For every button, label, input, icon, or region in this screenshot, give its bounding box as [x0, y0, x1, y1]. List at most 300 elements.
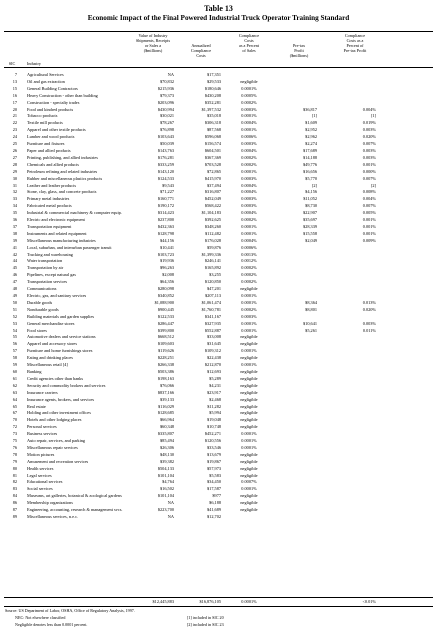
industry-cell: Apparel and other textile products [27, 127, 86, 133]
table-row [0, 466, 437, 473]
annualized-cost-cell: $120,556 [204, 438, 221, 444]
sic-cell: 62 [12, 382, 17, 388]
table-row [0, 362, 437, 369]
compliance-pct-cell: 0.0006% [241, 134, 257, 140]
costs-profit-pct-cell: 0.003% [362, 320, 376, 326]
top-rule [4, 31, 433, 32]
sic-cell: 73 [12, 431, 17, 437]
value-cell: $116,029 [158, 403, 174, 409]
compliance-pct-cell: negligible [240, 472, 258, 478]
sic-cell: 87 [12, 507, 17, 513]
sic-cell: 59 [12, 362, 17, 368]
industry-cell: Furniture and home furnishings stores [27, 348, 93, 354]
value-cell: NA [167, 500, 174, 506]
annualized-cost-cell: $3,255 [209, 272, 221, 278]
table-row [0, 445, 437, 452]
table-row [0, 479, 437, 486]
table-row [0, 203, 437, 210]
compliance-pct-cell: 0.0001% [241, 113, 257, 119]
table-row [0, 404, 437, 411]
sic-cell: 25 [12, 141, 17, 147]
header-compliance-line: of Sales [242, 48, 256, 53]
sic-cell: 38 [12, 230, 17, 236]
sic-cell: 37 [12, 223, 17, 229]
compliance-pct-cell: 0.0004% [241, 237, 257, 243]
table-row [0, 493, 437, 500]
annualized-cost-cell: $57,973 [207, 465, 221, 471]
compliance-pct-cell: 0.0004% [241, 189, 257, 195]
footnote-nec: NEC: Not elsewhere classified [15, 615, 66, 620]
table-body [0, 72, 437, 521]
pretax-profit-cell: $1,609 [305, 120, 317, 126]
sic-cell: 84 [12, 493, 17, 499]
value-cell: $4,764 [162, 479, 174, 485]
value-cell: $71,227 [160, 189, 174, 195]
compliance-pct-cell: 0.0002% [241, 279, 257, 285]
costs-profit-pct-cell: 0.003% [362, 147, 376, 153]
sic-cell: 29 [12, 168, 17, 174]
compliance-pct-cell: 0.0002% [241, 306, 257, 312]
industry-cell: Electric, gas, and sanitary services [27, 293, 87, 298]
costs-profit-pct-cell: 0.007% [362, 175, 376, 181]
industry-cell: Engineering, accounting, research & management svcs. [27, 507, 123, 513]
header-pretax-line: Profit [294, 48, 304, 53]
pretax-profit-cell: [1] [311, 113, 317, 119]
pretax-profit-cell: $28,339 [303, 223, 317, 229]
totals-row [0, 598, 437, 606]
costs-profit-pct-cell: 0.019% [362, 120, 376, 126]
sic-cell: 86 [12, 500, 17, 506]
table-row [0, 107, 437, 114]
pretax-profit-cell: $2,274 [305, 141, 317, 147]
costs-profit-pct-cell: 0.003% [362, 127, 376, 133]
sic-cell: 50 [12, 299, 17, 305]
table-row [0, 162, 437, 169]
compliance-pct-cell: negligible [240, 424, 258, 430]
compliance-pct-cell: 0.0001% [241, 299, 257, 305]
compliance-pct-cell: 0.0002% [241, 272, 257, 278]
footnote-2: [2] included in SIC 23 [187, 622, 224, 627]
compliance-pct-cell: negligible [240, 500, 258, 506]
pretax-profit-cell: [2] [311, 182, 317, 188]
value-cell: $280,098 [157, 286, 174, 292]
value-cell: $76,066 [160, 382, 174, 388]
sic-cell: 46 [12, 272, 17, 278]
table-row [0, 238, 437, 245]
value-cell: $128,685 [157, 410, 174, 416]
industry-cell: Oil and gas extraction [27, 78, 65, 84]
industry-cell: Petroleum refining and related industries [27, 168, 98, 174]
pretax-profit-cell: $8,801 [305, 306, 317, 312]
compliance-pct-cell: 0.0001% [241, 444, 257, 450]
annualized-cost-cell: $348,260 [204, 223, 221, 229]
costs-profit-pct-cell: 0.001% [362, 230, 376, 236]
sic-cell: 33 [12, 196, 17, 202]
annualized-cost-cell: $604,501 [204, 147, 221, 153]
table-row [0, 231, 437, 238]
value-cell: $79,373 [160, 92, 174, 98]
industry-cell: Electric and electronic equipment [27, 217, 85, 223]
value-cell: NA [167, 514, 174, 519]
industry-cell: Transportation services [27, 279, 68, 285]
pretax-profit-cell: $10,641 [303, 320, 317, 326]
pretax-profit-cell: $8,364 [305, 299, 317, 305]
value-cell: $39,133 [160, 396, 174, 402]
sic-cell: 28 [12, 161, 17, 167]
table-row [0, 252, 437, 259]
sic-cell: 49 [12, 293, 17, 298]
compliance-pct-cell: 0.0001% [241, 230, 257, 236]
annualized-cost-cell: $72,865 [207, 168, 221, 174]
value-cell: $103,643 [157, 134, 174, 140]
value-cell: $399,800 [157, 327, 174, 333]
sic-cell: 89 [12, 514, 17, 519]
compliance-pct-cell: negligible [240, 382, 258, 388]
annualized-cost-cell: $367,369 [204, 154, 221, 160]
header-pretax-line: ($millions) [289, 53, 309, 58]
annualized-cost-cell: $552,887 [204, 327, 221, 333]
sic-cell: 64 [12, 396, 17, 402]
costs-profit-pct-cell: 0.020% [362, 134, 376, 140]
sic-cell: 7 [14, 72, 17, 77]
sic-cell: 39 [12, 237, 17, 243]
sic-cell: 41 [12, 244, 17, 250]
industry-cell: Miscellaneous services, n.e.c. [27, 514, 79, 519]
sic-cell: 32 [12, 189, 17, 195]
costs-profit-pct-cell: [2] [370, 182, 376, 188]
annualized-cost-cell: $392,625 [204, 217, 221, 223]
table-row [0, 155, 437, 162]
annualized-cost-cell: $17,351 [207, 72, 221, 77]
compliance-pct-cell: 0.0001% [241, 438, 257, 444]
costs-profit-pct-cell: 0.020% [362, 306, 376, 312]
footnote-negligible: Negligible denotes less than 0.0001 percent. [15, 622, 88, 627]
industry-cell: Personal services [27, 424, 57, 430]
costs-profit-pct-cell: 0.005% [362, 210, 376, 216]
pretax-profit-cell: $36,817 [303, 106, 317, 112]
annualized-cost-cell: $41,689 [207, 507, 221, 513]
value-cell: $237,800 [157, 217, 174, 223]
annualized-cost-cell: $212,870 [204, 362, 221, 368]
value-cell: $266,338 [157, 362, 174, 368]
industry-cell: Communications [27, 286, 57, 292]
industry-cell: Miscellaneous repair services [27, 444, 78, 450]
annualized-cost-cell: $19,048 [207, 417, 221, 423]
industry-cell: Water transportation [27, 258, 63, 264]
annualized-cost-cell: $207,113 [205, 293, 221, 298]
sic-cell: 51 [12, 306, 17, 312]
industry-cell: Auto repair, services, and parking [27, 438, 86, 444]
value-cell: $122,533 [157, 313, 174, 319]
compliance-pct-cell: 0.0001% [241, 431, 257, 437]
industry-cell: Trucking and warehousing [27, 251, 73, 257]
annualized-cost-cell: $156,574 [204, 141, 221, 147]
pretax-profit-cell: $5,770 [305, 175, 317, 181]
header-value-line: Shipments, Receipts [135, 38, 171, 43]
table-row [0, 438, 437, 445]
compliance-pct-cell: 0.0012% [241, 258, 257, 264]
annualized-cost-cell: $59,876 [207, 244, 221, 250]
costs-profit-pct-cell: 0.007% [362, 141, 376, 147]
pretax-profit-cell: $15,558 [303, 230, 317, 236]
table-row [0, 424, 437, 431]
annualized-cost-cell: $35,018 [207, 113, 221, 119]
compliance-pct-cell: 0.0003% [241, 203, 257, 209]
compliance-pct-cell: 0.0003% [241, 313, 257, 319]
annualized-cost-cell: $87,568 [207, 127, 221, 133]
industry-cell: Pipelines, except natural gas [27, 272, 76, 278]
industry-cell: Holding and other investment offices [27, 410, 91, 416]
sic-cell: 35 [12, 210, 17, 216]
value-cell: $44,156 [160, 237, 174, 243]
table-row [0, 459, 437, 466]
costs-profit-pct-cell: 0.009% [362, 237, 376, 243]
compliance-pct-cell: negligible [240, 341, 258, 347]
costs-profit-pct-cell: 0.001% [362, 161, 376, 167]
pretax-profit-cell: $17,689 [303, 147, 317, 153]
compliance-pct-cell: 0.0005% [241, 92, 257, 98]
costs-profit-pct-cell: 0.001% [362, 223, 376, 229]
total-annualized: $16,876,105 [199, 599, 221, 604]
value-cell: $176,281 [157, 154, 174, 160]
table-row [0, 397, 437, 404]
industry-cell: Insurance agents, brokers, and services [27, 396, 95, 402]
compliance-pct-cell: negligible [240, 465, 258, 471]
sic-cell: 34 [12, 203, 17, 209]
costs-profit-pct-cell: 0.007% [362, 203, 376, 209]
pretax-profit-cell: $5,261 [305, 327, 317, 333]
annualized-cost-cell: $165,892 [204, 265, 221, 271]
compliance-pct-cell: negligible [240, 451, 258, 457]
annualized-cost-cell: $37,494 [207, 182, 221, 188]
table-row [0, 355, 437, 362]
costs-profit-pct-cell: 0.003% [362, 154, 376, 160]
industry-cell: Insurance carriers [27, 389, 58, 395]
header-compliance-line: as a Percent [239, 43, 259, 48]
table-row [0, 224, 437, 231]
header-pretax-line: Pre-tax [292, 43, 306, 48]
annualized-cost-cell: $430,208 [204, 92, 221, 98]
table-row [0, 141, 437, 148]
header-compliance-line: Costs [244, 38, 254, 43]
sic-cell: 75 [12, 438, 17, 444]
industry-cell: Transportation equipment [27, 223, 72, 229]
value-cell: $143,763 [157, 147, 174, 153]
header-sic: SIC [8, 61, 16, 66]
sic-cell: 56 [12, 341, 17, 347]
sic-cell: 36 [12, 217, 17, 223]
annualized-cost-cell: $112,482 [205, 230, 221, 236]
compliance-pct-cell: 0.0002% [241, 161, 257, 167]
sic-cell: 57 [12, 348, 17, 354]
industry-cell: Fabricated metal products [27, 203, 72, 209]
annualized-cost-cell: $4,231 [209, 382, 221, 388]
table-row [0, 279, 437, 286]
pretax-profit-cell: $11,052 [303, 196, 317, 202]
table-row [0, 507, 437, 514]
table-row [0, 514, 437, 521]
value-cell: $26,306 [160, 444, 174, 450]
industry-cell: Primary metal industries [27, 196, 70, 202]
industry-cell: Amusement and recreation services [27, 458, 89, 464]
annualized-cost-cell: $17,587 [207, 486, 221, 492]
header-costs-profit-line: Compliance [344, 33, 366, 38]
annualized-cost-cell: $1,061,474 [201, 299, 221, 305]
costs-profit-pct-cell: 0.004% [362, 106, 376, 112]
table-row [0, 486, 437, 493]
value-cell: $900,445 [157, 306, 174, 312]
table-row [0, 196, 437, 203]
compliance-pct-cell: 0.0003% [241, 175, 257, 181]
compliance-pct-cell: 0.0003% [241, 196, 257, 202]
industry-cell: Lumber and wood products [27, 134, 75, 140]
value-cell: $286,447 [157, 320, 174, 326]
sic-cell: 15 [12, 85, 17, 91]
annualized-cost-cell: $12,702 [207, 514, 221, 519]
compliance-pct-cell: negligible [240, 396, 258, 402]
annualized-cost-cell: $34,450 [207, 479, 221, 485]
value-cell: $96,263 [160, 265, 174, 271]
annualized-cost-cell: $109,312 [204, 348, 221, 354]
pretax-profit-cell: $4,156 [305, 189, 317, 195]
annualized-cost-cell: $1,399,336 [201, 251, 221, 257]
value-cell: $432,363 [157, 223, 174, 229]
annualized-cost-cell: $12,693 [207, 368, 221, 374]
industry-cell: Tobacco products [27, 113, 58, 119]
value-cell: $430,994 [157, 106, 174, 112]
value-cell: $66,964 [160, 417, 174, 423]
value-cell: $143,120 [157, 168, 174, 174]
industry-cell: Textile mill products [27, 120, 63, 126]
sic-cell: 52 [12, 313, 17, 319]
value-cell: NA [167, 72, 174, 77]
pretax-profit-cell: $2,962 [305, 134, 317, 140]
header-costs-profit-line: Pre-tax Profit [343, 48, 367, 53]
header-costs-profit [330, 33, 380, 53]
compliance-pct-cell: 0.0007% [241, 479, 257, 485]
annualized-cost-cell: $5,289 [209, 375, 221, 381]
annualized-cost-cell: $176,028 [204, 237, 221, 243]
costs-profit-pct-cell: 0.011% [362, 327, 376, 333]
table-row [0, 86, 437, 93]
annualized-cost-cell: $22,438 [207, 355, 221, 361]
table-row [0, 369, 437, 376]
table-row [0, 189, 437, 196]
value-cell: $9,543 [162, 182, 174, 188]
sic-cell: 24 [12, 134, 17, 140]
header-annualized-line: Compliance [190, 48, 212, 53]
table-row [0, 127, 437, 134]
annualized-cost-cell: $29,533 [207, 78, 221, 84]
sic-cell: 80 [12, 465, 17, 471]
header-value-line: ($millions) [143, 48, 163, 53]
sic-cell: 55 [12, 334, 17, 340]
table-row [0, 473, 437, 480]
header-value-line: or Sales a [144, 43, 162, 48]
sic-cell: 72 [12, 424, 17, 430]
annualized-cost-cell: $120,850 [204, 279, 221, 285]
pretax-profit-cell: $14,188 [303, 154, 317, 160]
industry-cell: Health services [27, 465, 54, 471]
compliance-pct-cell: 0.0002% [241, 217, 257, 223]
compliance-pct-cell: negligible [240, 355, 258, 361]
industry-cell: Credit agencies other than banks [27, 375, 84, 381]
compliance-pct-cell: 0.0002% [241, 154, 257, 160]
value-cell: $109,603 [157, 341, 174, 347]
table-row [0, 293, 437, 300]
annualized-cost-cell: $19,867 [207, 458, 221, 464]
value-cell: $30,021 [160, 113, 174, 119]
value-cell: $76,898 [160, 127, 174, 133]
table-row [0, 376, 437, 383]
industry-cell: Apparel and accessory stores [27, 341, 77, 347]
header-value-line: Value of Industry [138, 33, 168, 38]
compliance-pct-cell: 0.0001% [241, 362, 257, 368]
value-cell: $223,700 [157, 507, 174, 513]
industry-cell: Motion pictures [27, 451, 55, 457]
annualized-cost-cell: $452,271 [204, 431, 221, 437]
annualized-cost-cell: $568,422 [204, 203, 221, 209]
compliance-pct-cell: 0.0004% [241, 182, 257, 188]
annualized-cost-cell: $47,201 [207, 286, 221, 292]
table-row [0, 348, 437, 355]
value-cell: $215,936 [157, 85, 174, 91]
table-row [0, 169, 437, 176]
pretax-profit-cell: $22,907 [303, 210, 317, 216]
header-value [128, 33, 178, 53]
industry-cell: Hotels and other lodging places [27, 417, 82, 423]
total-value: $12,445,883 [152, 599, 174, 604]
annualized-cost-cell: $5,583 [209, 472, 221, 478]
annualized-cost-cell: $246,141 [204, 258, 221, 264]
annualized-cost-cell: $6,188 [209, 500, 221, 506]
compliance-pct-cell: negligible [240, 368, 258, 374]
table-row [0, 410, 437, 417]
industry-cell: Miscellaneous retail [4] [27, 362, 68, 368]
sic-cell: 83 [12, 486, 17, 492]
compliance-pct-cell: 0.0006% [241, 244, 257, 250]
sic-cell: 16 [12, 92, 17, 98]
industry-cell: Nondurable goods [27, 306, 59, 312]
sic-cell: 65 [12, 403, 17, 409]
value-cell: $119,626 [158, 348, 174, 354]
compliance-pct-cell: 0.0001% [241, 320, 257, 326]
industry-cell: Durable goods [27, 299, 53, 305]
annualized-cost-cell: $452,049 [204, 196, 221, 202]
table-row [0, 72, 437, 79]
industry-cell: Instruments and related equipment [27, 230, 87, 236]
compliance-pct-cell: negligible [240, 417, 258, 423]
table-row [0, 334, 437, 341]
pretax-profit-cell: $2,049 [305, 237, 317, 243]
compliance-pct-cell: negligible [240, 78, 258, 84]
value-cell: $50,039 [160, 141, 174, 147]
value-cell: $503,386 [157, 368, 174, 374]
sic-cell: 70 [12, 417, 17, 423]
value-cell: $124,533 [157, 175, 174, 181]
annualized-cost-cell: $33,008 [207, 334, 221, 340]
value-cell: $48,130 [160, 451, 174, 457]
annualized-cost-cell: $341,167 [204, 313, 221, 319]
value-cell: $103,723 [157, 251, 174, 257]
annualized-cost-cell: $1,397,532 [201, 106, 221, 112]
table-row [0, 245, 437, 252]
annualized-cost-cell: $180,646 [204, 85, 221, 91]
compliance-pct-cell: negligible [240, 403, 258, 409]
value-cell: $504,133 [157, 465, 174, 471]
sic-cell: 45 [12, 265, 17, 271]
pretax-profit-cell: $35,697 [303, 217, 317, 223]
